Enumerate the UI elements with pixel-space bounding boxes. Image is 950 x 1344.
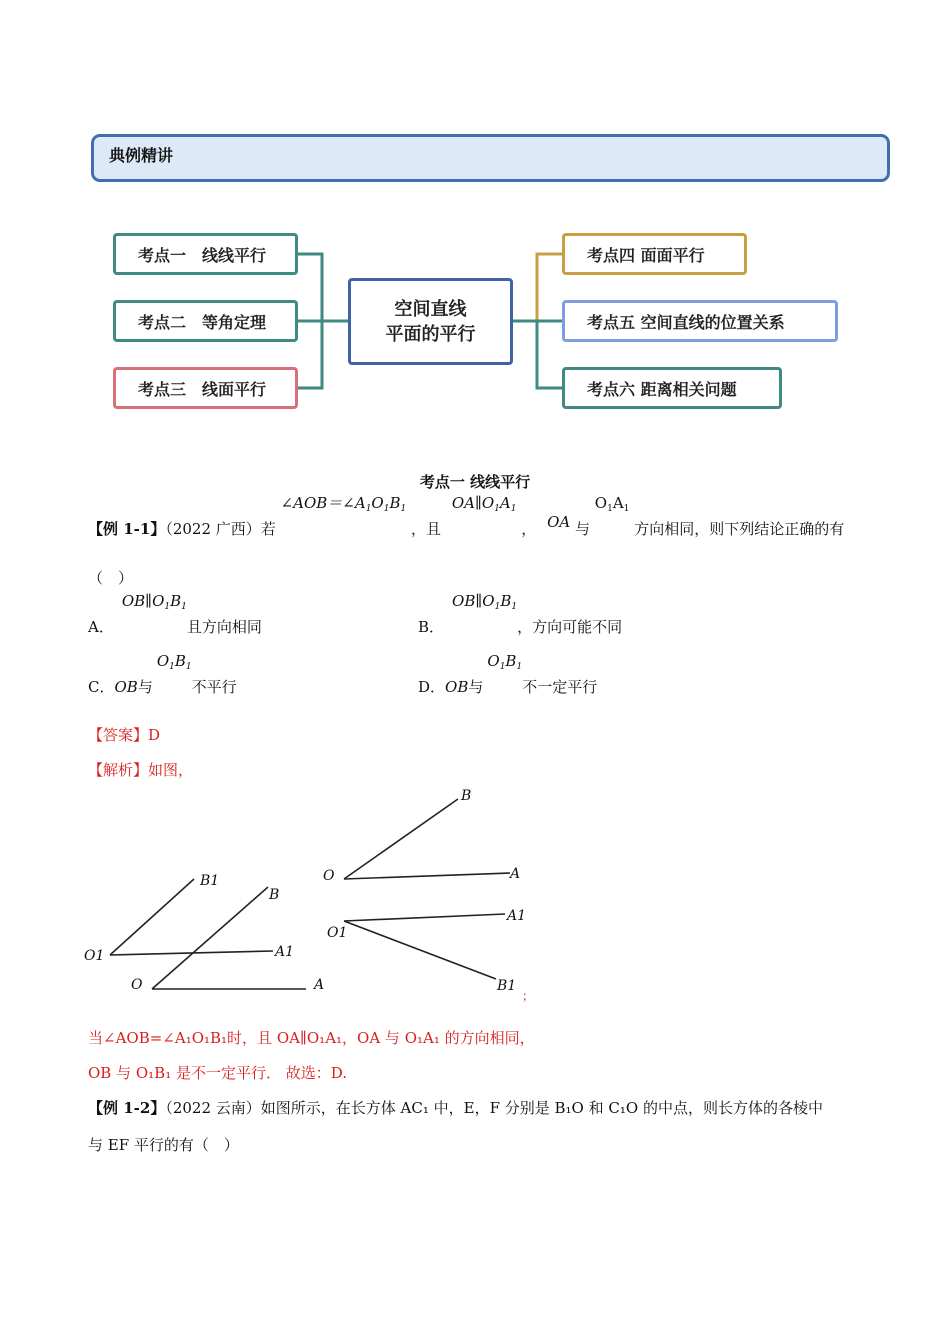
fig-label-o1-left: O1: [84, 948, 105, 964]
answer-label: 【答案】: [88, 726, 149, 744]
mindmap-node-5: 考点五 空间直线的位置关系: [562, 300, 838, 342]
section-header-title: 典例精讲: [109, 146, 174, 165]
fig-label-o1-right: O1: [327, 925, 348, 941]
analysis-line: [88, 759, 193, 780]
example1-tail: 方向相同，则下列结论正确的有: [634, 520, 845, 538]
example1-condition-parallel: $OA\parallel O_1A_1$: [451, 494, 517, 514]
example1-oa: OA: [547, 513, 571, 531]
answer-line: [88, 724, 160, 745]
mindmap-node-1: 考点一 线线平行: [113, 233, 298, 275]
fig-label-a-right: A: [510, 866, 521, 882]
example1-condition-angle: $\angle AOB=\angle A_1O_1B_1$: [280, 494, 407, 514]
mindmap-node-4: 考点四 面面平行: [562, 233, 747, 275]
fig-ray-o1b1: [110, 879, 194, 955]
fig-label-a1-right: A1: [507, 908, 527, 924]
conclusion-line-2: OB 与 O₁B₁ 是不一定平行． 故选：D.: [88, 1064, 348, 1082]
example2-text-1: （2022 云南）如图所示，在长方体 AC₁ 中，E，F 分别是 B₁O 和 C₁O 的中点，则长方体的各棱中: [165, 1099, 823, 1117]
mindmap-center-line2: 平面的平行: [385, 323, 476, 345]
analysis-label: 【解析】: [88, 761, 149, 779]
mindmap-node-6: 考点六 距离相关问题: [562, 367, 782, 409]
conclusion-line-1: 当∠AOB=∠A₁O₁B₁时，且 OA∥O₁A₁，OA 与 O₁A₁ 的方向相同，: [88, 1029, 535, 1047]
fig-label-o-left: O: [131, 977, 143, 993]
fig-ray-o1b1-right: [344, 921, 496, 979]
answer-value: D: [148, 726, 161, 744]
example1-source: （2022 广西）若: [165, 520, 276, 538]
example2-line-2: 与 EF 平行的有（ ）: [88, 1136, 239, 1154]
fig-ray-ob-right: [344, 799, 458, 879]
mindmap: [0, 0, 950, 430]
fig-label-a-left: A: [314, 977, 325, 993]
connector-right-gold: [537, 254, 562, 321]
fig-label-b1-left: B1: [200, 873, 220, 889]
mindmap-center-node: [348, 278, 513, 365]
connector-right-teal: [537, 321, 562, 388]
fig-semicolon: ；: [522, 989, 535, 1003]
fig-label-o-right: O: [323, 868, 335, 884]
example1-question-line: [88, 494, 845, 545]
fig-label-b-left: B: [269, 887, 280, 903]
example1-label: 【例 1-1】: [88, 520, 166, 538]
mindmap-connectors: [0, 0, 950, 430]
mindmap-center-line1: 空间直线: [394, 298, 467, 320]
fig-label-b-right: B: [461, 788, 472, 804]
analysis-text: 如图，: [148, 761, 194, 779]
example1-o1a1: $O_1A_1$: [594, 494, 630, 514]
mindmap-node-3: 考点三 线面平行: [113, 367, 298, 409]
option-d: D．OB与$O_1B_1$不一定平行: [418, 652, 598, 696]
example2-line-1: [88, 1097, 823, 1118]
section-title: 考点一 线线平行: [419, 473, 531, 491]
option-c: C．OB与$O_1B_1$不平行: [88, 652, 237, 696]
example1-yu: 与: [574, 520, 590, 538]
mindmap-node-2: 考点二 等角定理: [113, 300, 298, 342]
fig-label-b1-right: B1: [497, 978, 517, 994]
example1-sep1: ，且: [411, 520, 442, 538]
analysis-figure: [82, 784, 542, 1004]
fig-label-a1-left: A1: [275, 944, 295, 960]
option-b: B．$OB\parallel O_1B_1$，方向可能不同: [418, 592, 623, 636]
fig-ray-oa-right: [344, 873, 510, 879]
fig-ray-o1a1-right: [344, 914, 505, 921]
example2-label: 【例 1-2】: [88, 1099, 166, 1117]
option-a: A．$OB\parallel O_1B_1$且方向相同: [88, 592, 262, 636]
example1-paren: （ ）: [88, 569, 134, 587]
example1-sep2: ，: [521, 520, 537, 538]
